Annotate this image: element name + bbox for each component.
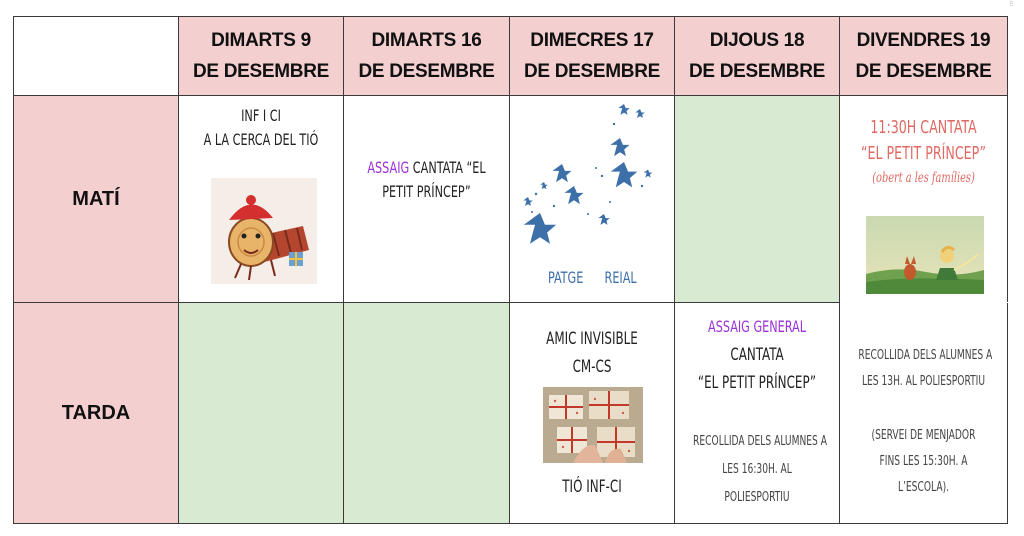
event-line: ASSAIG GENERAL — [708, 317, 806, 336]
note-line: RECOLLIDA DELS ALUMNES A — [693, 434, 827, 449]
tarda-row — [14, 303, 1008, 524]
cell-mati-d9 — [179, 96, 344, 303]
wrapped-gifts-photo — [543, 387, 643, 463]
event-note: (obert a les famílies) — [872, 170, 975, 186]
event-line — [362, 156, 491, 180]
cell-tarda-d16 — [344, 303, 510, 524]
day-header-line2: DE DESEMBRE — [688, 61, 826, 82]
event-line: AMIC INVISIBLE — [546, 329, 638, 349]
tio-log-illustration — [211, 178, 317, 284]
row-label-text: TARDA — [61, 401, 131, 424]
caption-line — [510, 266, 674, 290]
day-header-3 — [510, 17, 675, 96]
note-line: (SERVEI DE MENJADOR — [871, 428, 976, 443]
event-line: TIÓ INF-CI — [562, 477, 622, 497]
cell-mati-d18 — [675, 96, 840, 303]
row-label-text: MATÍ — [72, 187, 120, 210]
drag-handle-icon[interactable]: ⁞⁞ — [1009, 0, 1013, 9]
cell-tarda-d17 — [510, 303, 675, 524]
day-header-line1: DIMARTS 9 — [211, 30, 311, 51]
day-header-line2: DE DESEMBRE — [855, 61, 992, 82]
row-label-mati — [14, 96, 179, 303]
note-line: RECOLLIDA DELS ALUMNES A — [858, 348, 993, 363]
cell-mati-d17 — [510, 96, 675, 303]
event-line: A LA CERCA DEL TIÓ — [203, 130, 319, 149]
note-line: L’ESCOLA). — [897, 480, 950, 495]
row-label-tarda — [14, 303, 179, 524]
day-header-line1: DIMARTS 16 — [371, 30, 482, 51]
event-line: INF I CI — [241, 106, 281, 125]
caption-word: PATGE — [547, 268, 583, 287]
mati-row — [14, 96, 1008, 303]
little-prince-illustration — [866, 216, 984, 294]
event-line: “EL PETIT PRÍNCEP” — [697, 373, 817, 393]
note-line: FINS LES 15:30H. A — [879, 454, 968, 469]
schedule-table — [13, 16, 1008, 524]
note-line: LES 16:30H. AL — [722, 462, 792, 477]
day-header-4 — [675, 17, 840, 96]
cell-tarda-d19 — [840, 303, 1008, 524]
day-header-line1: DIMECRES 17 — [530, 30, 654, 51]
day-header-2 — [344, 17, 510, 96]
day-header-1 — [179, 17, 344, 96]
cell-tarda-d9 — [179, 303, 344, 524]
event-line: CM-CS — [572, 357, 612, 377]
event-line: “EL PETIT PRÍNCEP” — [860, 143, 987, 164]
event-line: CANTATA — [730, 345, 784, 365]
event-text: CANTATA “EL — [409, 158, 486, 177]
day-header-line1: DIJOUS 18 — [709, 30, 805, 51]
event-highlight: ASSAIG — [367, 158, 410, 177]
caption-word: REIAL — [604, 268, 637, 287]
day-header-line2: DE DESEMBRE — [358, 61, 495, 82]
header-row — [14, 17, 1008, 96]
note-line: LES 13H. AL POLIESPORTIU — [861, 374, 986, 389]
blue-stars-illustration — [518, 102, 668, 262]
day-header-line2: DE DESEMBRE — [523, 61, 661, 82]
cell-mati-d16 — [344, 96, 510, 303]
cell-tarda-d18 — [675, 303, 840, 524]
day-header-5 — [840, 17, 1008, 96]
day-header-line2: DE DESEMBRE — [192, 61, 330, 82]
event-line: PETIT PRÍNCEP” — [382, 182, 471, 201]
event-line: 11:30H CANTATA — [870, 117, 977, 138]
cell-mati-d19 — [840, 96, 1008, 303]
corner-cell — [14, 17, 179, 96]
day-header-line1: DIVENDRES 19 — [856, 30, 991, 51]
note-line: POLIESPORTIU — [724, 490, 790, 505]
